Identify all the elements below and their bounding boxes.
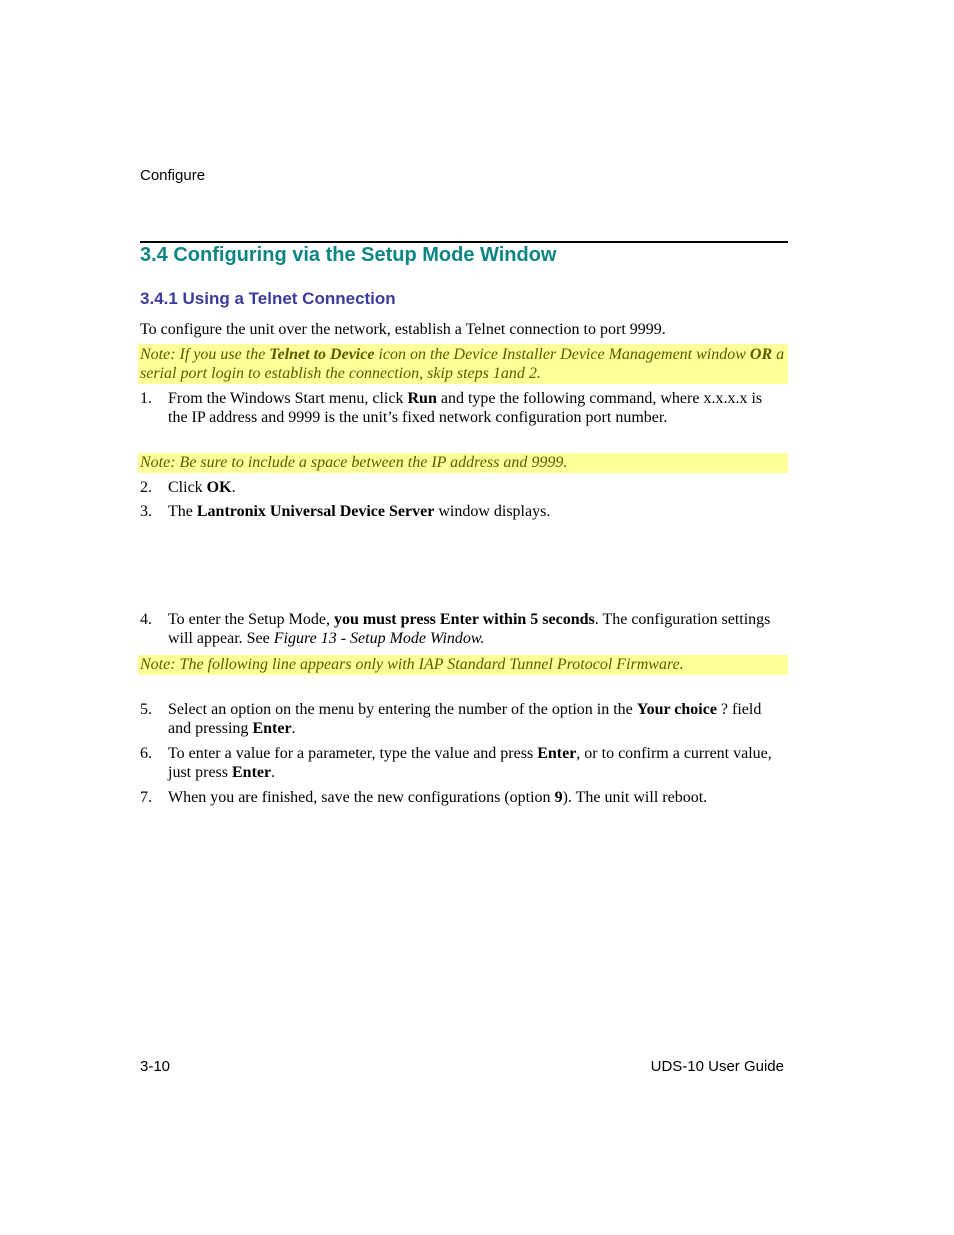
step-6 — [140, 744, 780, 782]
page-number: 3-10 — [140, 1058, 171, 1075]
step-7-prefix: When you are finished, save the new configurations (option — [168, 789, 555, 806]
step-2-prefix: Click — [168, 479, 207, 496]
step-6-bold-enter-2: Enter — [232, 764, 272, 781]
step-7-bold: 9 — [554, 789, 563, 806]
step-4-mid: . The configuration settings will appear. See — [168, 611, 771, 647]
step-2-bold: OK — [206, 479, 232, 496]
step-5-number: 5. — [140, 701, 152, 718]
section-rule — [140, 241, 788, 243]
step-6-bold-enter-1: Enter — [537, 745, 577, 762]
step-1-suffix: and type the following command, where x.x.x.x is the IP address and 9999 is the unit’s fixed network configuration port number. — [168, 390, 763, 426]
step-4-bold: you must press Enter within 5 seconds — [333, 611, 595, 628]
step-5-suffix: . — [291, 720, 296, 737]
running-head: Configure — [140, 167, 206, 184]
note-space-ip: Note: Be sure to include a space between the IP address and 9999. — [138, 453, 788, 473]
step-2 — [140, 478, 780, 497]
step-2-number: 2. — [140, 479, 152, 496]
section-title: 3.4 Configuring via the Setup Mode Window — [140, 244, 557, 266]
step-3-bold: Lantronix Universal Device Server — [196, 503, 435, 520]
note1-bold-or: OR — [749, 346, 773, 363]
step-4 — [140, 610, 780, 648]
step-3-number: 3. — [140, 503, 152, 520]
step-4-number: 4. — [140, 611, 152, 628]
note1-suffix: a serial port login to establish the connection, skip steps 1and 2. — [140, 346, 785, 382]
step-6-number: 6. — [140, 745, 152, 762]
step-7-number: 7. — [140, 789, 152, 806]
guide-title: UDS-10 User Guide — [650, 1058, 784, 1075]
step-3 — [140, 502, 780, 521]
note1-prefix: Note: If you use the — [140, 346, 270, 363]
step-7 — [140, 788, 780, 807]
step-1-bold: Run — [407, 390, 437, 407]
step-3-prefix: The — [168, 503, 197, 520]
step-5-prefix: Select an option on the menu by entering the number of the option in the — [168, 701, 637, 718]
step-5-bold-your-choice: Your choice — [636, 701, 717, 718]
step-5-bold-enter: Enter — [252, 720, 292, 737]
note1-mid: icon on the Device Installer Device Management window — [374, 346, 750, 363]
step-4-figure-ref: Figure 13 - Setup Mode Window. — [273, 630, 485, 647]
step-7-suffix: ). The unit will reboot. — [562, 789, 708, 806]
intro-paragraph: To configure the unit over the network, establish a Telnet connection to port 9999. — [140, 321, 666, 338]
note1-bold-telnet: Telnet to Device — [269, 346, 375, 363]
step-2-suffix: . — [231, 479, 236, 496]
note-iap-firmware: Note: The following line appears only with IAP Standard Tunnel Protocol Firmware. — [138, 655, 788, 675]
step-1-number: 1. — [140, 390, 152, 407]
step-5 — [140, 700, 780, 738]
step-1-prefix: From the Windows Start menu, click — [168, 390, 408, 407]
step-3-suffix: window displays. — [434, 503, 551, 520]
subsection-title: 3.4.1 Using a Telnet Connection — [140, 289, 396, 308]
step-5-mid: ? field and pressing — [168, 701, 762, 737]
step-6-mid: , or to confirm a current value, just press — [168, 745, 772, 781]
note-telnet-to-device — [138, 344, 788, 384]
step-4-prefix: To enter the Setup Mode, — [168, 611, 334, 628]
step-1 — [140, 389, 780, 427]
step-6-prefix: To enter a value for a parameter, type the value and press — [168, 745, 538, 762]
step-6-suffix: . — [271, 764, 276, 781]
